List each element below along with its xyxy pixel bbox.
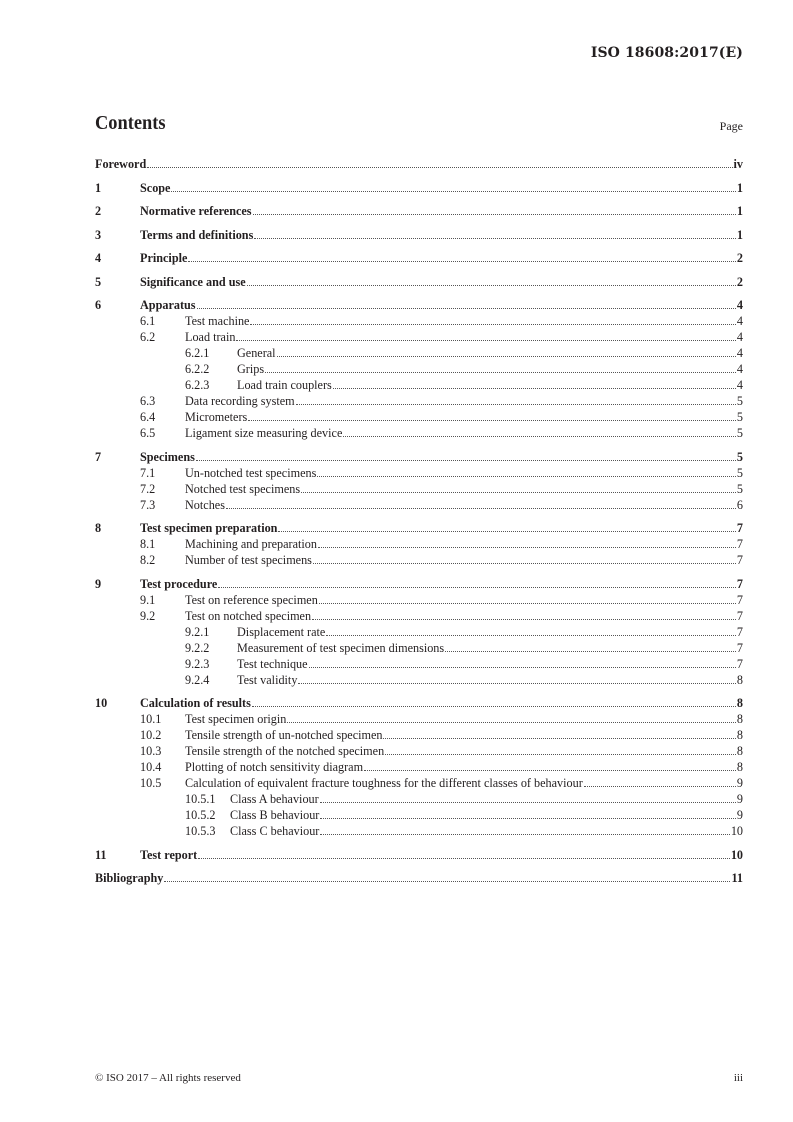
footer-page-number: iii bbox=[733, 1072, 743, 1084]
toc-entry-page[interactable]: 7 bbox=[736, 656, 743, 671]
toc-entry[interactable] bbox=[95, 227, 743, 243]
toc-entry-page[interactable]: 5 bbox=[736, 426, 743, 440]
toc-entry-page[interactable]: 7 bbox=[736, 608, 743, 623]
toc-entry-number: 6.2 bbox=[140, 330, 156, 344]
dot-leader bbox=[343, 436, 736, 437]
toc-entry-page[interactable]: 8 bbox=[736, 712, 743, 726]
toc-entry-number: 10.5.2 bbox=[185, 808, 216, 822]
toc-entry-number: 9 bbox=[95, 576, 102, 591]
dot-leader bbox=[226, 508, 736, 509]
toc-entry-number: 7 bbox=[95, 449, 102, 464]
toc-entry[interactable] bbox=[95, 552, 743, 568]
toc-entry-title[interactable]: Principle bbox=[140, 251, 188, 265]
toc-entry[interactable] bbox=[95, 497, 743, 513]
toc-entry-title[interactable]: Foreword bbox=[95, 157, 147, 171]
toc-entry-number: 9.1 bbox=[140, 592, 156, 607]
toc-entry-title[interactable]: Specimens bbox=[140, 449, 195, 464]
toc-entry-number: 9.2.3 bbox=[185, 656, 210, 671]
dot-leader bbox=[197, 308, 736, 309]
toc-entry-title[interactable]: Test on notched specimen bbox=[185, 608, 312, 623]
toc-entry-page[interactable]: 2 bbox=[736, 274, 743, 289]
toc-entry[interactable] bbox=[95, 156, 743, 172]
toc-entry-title[interactable]: Data recording system bbox=[185, 394, 295, 408]
dot-leader bbox=[319, 603, 736, 604]
dot-leader bbox=[287, 722, 736, 723]
dot-leader bbox=[584, 786, 736, 787]
toc-entry[interactable] bbox=[95, 465, 743, 481]
toc-entry-number: 10.5.1 bbox=[185, 792, 216, 806]
toc-entry-page[interactable]: 5 bbox=[736, 410, 743, 424]
toc-entry[interactable] bbox=[95, 377, 743, 393]
toc-entry[interactable] bbox=[95, 481, 743, 497]
contents-heading: Contents bbox=[95, 112, 166, 134]
toc-entry[interactable] bbox=[95, 180, 743, 196]
dot-leader bbox=[298, 683, 735, 684]
dot-leader bbox=[320, 818, 736, 819]
toc-entry-page[interactable]: 1 bbox=[736, 180, 743, 195]
toc-entry-title[interactable]: Calculation of equivalent fracture toughness for the different classes of behaviour bbox=[185, 776, 583, 790]
toc-entry-title[interactable]: Notched test specimens bbox=[185, 481, 301, 496]
toc-entry-number: 6.2.2 bbox=[185, 362, 210, 376]
toc-entry-number: 6.5 bbox=[140, 426, 156, 440]
toc-entry-number: 3 bbox=[95, 227, 102, 242]
toc-entry-number: 10.5 bbox=[140, 776, 162, 790]
dot-leader bbox=[196, 460, 736, 461]
toc-entry-title[interactable]: Micrometers bbox=[185, 410, 248, 424]
toc-entry-number: 6.2.1 bbox=[185, 346, 210, 360]
dot-leader bbox=[296, 404, 736, 405]
toc-entry[interactable] bbox=[95, 313, 743, 329]
dot-leader bbox=[385, 754, 736, 755]
toc-entry-number: 10.2 bbox=[140, 728, 162, 742]
toc-entry-title[interactable]: Test validity bbox=[237, 672, 298, 687]
toc-entry[interactable] bbox=[95, 823, 743, 839]
toc-entry[interactable] bbox=[95, 640, 743, 656]
toc-entry-title[interactable]: Class A behaviour bbox=[230, 792, 319, 806]
dot-leader bbox=[278, 531, 735, 532]
toc-entry[interactable] bbox=[95, 672, 743, 688]
toc-entry-page[interactable]: 9 bbox=[736, 808, 743, 822]
dot-leader bbox=[236, 340, 735, 341]
toc-entry-title[interactable]: Displacement rate bbox=[237, 624, 326, 639]
toc-entry[interactable] bbox=[95, 791, 743, 807]
toc-entry-title[interactable]: Test on reference specimen bbox=[185, 592, 318, 607]
dot-leader bbox=[313, 563, 736, 564]
toc-entry-title[interactable]: Apparatus bbox=[140, 298, 196, 312]
toc-entry-title[interactable]: General bbox=[237, 346, 276, 360]
dot-leader bbox=[320, 834, 729, 835]
toc-entry-title[interactable]: Un-notched test specimens bbox=[185, 465, 317, 480]
toc-entry-number: 9.2 bbox=[140, 608, 156, 623]
toc-entry-number: 9.2.1 bbox=[185, 624, 210, 639]
toc-entry-title[interactable]: Measurement of test specimen dimensions bbox=[237, 640, 445, 655]
toc-entry-number: 4 bbox=[95, 251, 102, 265]
toc-entry-number: 10.3 bbox=[140, 744, 162, 758]
dot-leader bbox=[445, 651, 736, 652]
toc-entry[interactable] bbox=[95, 695, 743, 711]
dot-leader bbox=[171, 191, 735, 192]
toc-entry-page[interactable]: 7 bbox=[736, 553, 743, 567]
dot-leader bbox=[320, 802, 736, 803]
page-column-label: Page bbox=[719, 119, 743, 133]
toc-entry-page[interactable]: 4 bbox=[736, 330, 743, 344]
toc-entry[interactable] bbox=[95, 345, 743, 361]
toc-entry[interactable] bbox=[95, 520, 743, 536]
toc-entry[interactable] bbox=[95, 297, 743, 313]
toc-entry-page[interactable]: 8 bbox=[736, 744, 743, 758]
toc-entry-page[interactable]: 7 bbox=[736, 624, 743, 639]
toc-entry-page[interactable]: 4 bbox=[736, 362, 743, 376]
dot-leader bbox=[218, 587, 736, 588]
toc-entry-page[interactable]: iv bbox=[733, 157, 743, 171]
toc-entry-title[interactable]: Test technique bbox=[237, 656, 308, 671]
toc-entry-page[interactable]: 4 bbox=[736, 346, 743, 360]
toc-entry[interactable] bbox=[95, 449, 743, 465]
toc-entry-title[interactable]: Notches bbox=[185, 497, 225, 512]
toc-entry-title[interactable]: Tensile strength of the notched specimen bbox=[185, 744, 385, 758]
toc-entry-page[interactable]: 5 bbox=[736, 449, 743, 464]
toc-entry[interactable] bbox=[95, 870, 743, 886]
dot-leader bbox=[318, 547, 736, 548]
toc-entry-page[interactable]: 8 bbox=[736, 696, 743, 710]
toc-entry-page[interactable]: 7 bbox=[736, 521, 743, 535]
toc-entry-page[interactable]: 4 bbox=[736, 298, 743, 312]
dot-leader bbox=[326, 635, 736, 636]
dot-leader bbox=[364, 770, 736, 771]
toc-entry-title[interactable]: Grips bbox=[237, 362, 265, 376]
toc-entry-page[interactable]: 8 bbox=[736, 672, 743, 687]
toc-entry-page[interactable]: 9 bbox=[736, 792, 743, 806]
dot-leader bbox=[164, 881, 730, 882]
toc-entry-number: 7.1 bbox=[140, 465, 156, 480]
toc-entry-page[interactable]: 7 bbox=[736, 537, 743, 551]
dot-leader bbox=[301, 492, 736, 493]
document-id: ISO 18608:2017(E) bbox=[590, 45, 743, 61]
toc-entry[interactable] bbox=[95, 329, 743, 345]
toc-entry-page[interactable]: 4 bbox=[736, 314, 743, 328]
dot-leader bbox=[252, 706, 736, 707]
toc-entry[interactable] bbox=[95, 656, 743, 672]
toc-entry[interactable] bbox=[95, 807, 743, 823]
toc-entry[interactable] bbox=[95, 711, 743, 727]
toc-entry-number: 7.3 bbox=[140, 497, 156, 512]
toc-entry-page[interactable]: 6 bbox=[736, 497, 743, 512]
toc-entry-page[interactable]: 4 bbox=[736, 378, 743, 392]
toc-entry-title[interactable]: Plotting of notch sensitivity diagram bbox=[185, 760, 364, 774]
toc-entry-page[interactable]: 10 bbox=[730, 847, 743, 862]
toc-entry-title[interactable]: Test specimen origin bbox=[185, 712, 287, 726]
toc-entry-page[interactable]: 7 bbox=[736, 592, 743, 607]
toc-entry[interactable] bbox=[95, 608, 743, 624]
dot-leader bbox=[254, 238, 736, 239]
toc-entry[interactable] bbox=[95, 393, 743, 409]
dot-leader bbox=[317, 476, 736, 477]
toc-entry-title[interactable]: Load train couplers bbox=[237, 378, 332, 392]
toc-entry[interactable] bbox=[95, 727, 743, 743]
toc-entry-page[interactable]: 5 bbox=[736, 394, 743, 408]
toc-entry[interactable] bbox=[95, 409, 743, 425]
toc-entry-number: 6.1 bbox=[140, 314, 156, 328]
footer-copyright: © ISO 2017 – All rights reserved bbox=[95, 1072, 241, 1084]
toc-entry-number: 6.2.3 bbox=[185, 378, 210, 392]
dot-leader bbox=[198, 858, 730, 859]
dot-leader bbox=[250, 324, 735, 325]
toc-entry[interactable] bbox=[95, 250, 743, 266]
toc-entry-title[interactable]: Significance and use bbox=[140, 274, 246, 289]
toc-entry-title[interactable]: Calculation of results bbox=[140, 696, 251, 710]
toc-entry-number: 8.1 bbox=[140, 537, 156, 551]
toc-entry-title[interactable]: Test report bbox=[140, 847, 198, 862]
toc-entry[interactable] bbox=[95, 576, 743, 592]
dot-leader bbox=[309, 667, 736, 668]
toc-entry-page[interactable]: 2 bbox=[736, 251, 743, 265]
dot-leader bbox=[188, 261, 736, 262]
toc-entry[interactable] bbox=[95, 743, 743, 759]
toc-entry-number: 8 bbox=[95, 521, 102, 535]
toc-entry-page[interactable]: 5 bbox=[736, 465, 743, 480]
toc-entry-page[interactable]: 7 bbox=[736, 640, 743, 655]
toc-entry[interactable] bbox=[95, 536, 743, 552]
toc-entry-page[interactable]: 8 bbox=[736, 760, 743, 774]
toc-entry-page[interactable]: 10 bbox=[730, 824, 743, 838]
toc-entry-number: 1 bbox=[95, 180, 102, 195]
toc-entry-title[interactable]: Ligament size measuring device bbox=[185, 426, 343, 440]
toc-entry[interactable] bbox=[95, 759, 743, 775]
toc-entry-number: 2 bbox=[95, 204, 102, 218]
toc-entry-number: 10.5.3 bbox=[185, 824, 216, 838]
dot-leader bbox=[277, 356, 736, 357]
table-of-contents bbox=[95, 156, 743, 886]
toc-entry-number: 6.3 bbox=[140, 394, 156, 408]
toc-entry-page[interactable]: 8 bbox=[736, 728, 743, 742]
toc-entry-page[interactable]: 1 bbox=[736, 227, 743, 242]
toc-entry[interactable] bbox=[95, 274, 743, 290]
dot-leader bbox=[312, 619, 736, 620]
toc-entry-title[interactable]: Load train bbox=[185, 330, 236, 344]
dot-leader bbox=[333, 388, 736, 389]
toc-entry-number: 5 bbox=[95, 274, 102, 289]
toc-entry-number: 10 bbox=[95, 696, 108, 710]
toc-entry-page[interactable]: 5 bbox=[736, 481, 743, 496]
toc-entry-number: 6 bbox=[95, 298, 102, 312]
toc-entry[interactable] bbox=[95, 624, 743, 640]
dot-leader bbox=[147, 167, 732, 168]
toc-entry-title[interactable]: Test specimen preparation bbox=[140, 521, 278, 535]
toc-entry-title[interactable]: Test procedure bbox=[140, 576, 218, 591]
dot-leader bbox=[248, 420, 736, 421]
toc-entry-number: 11 bbox=[95, 847, 107, 862]
toc-entry[interactable] bbox=[95, 361, 743, 377]
dot-leader bbox=[265, 372, 736, 373]
toc-entry-number: 10.4 bbox=[140, 760, 162, 774]
toc-entry-title[interactable]: Normative references bbox=[140, 204, 252, 218]
toc-entry-page[interactable]: 1 bbox=[736, 204, 743, 218]
dot-leader bbox=[253, 214, 736, 215]
toc-entry-title[interactable]: Class B behaviour bbox=[230, 808, 320, 822]
toc-entry-title[interactable]: Tensile strength of un-notched specimen bbox=[185, 728, 383, 742]
toc-entry-title[interactable]: Scope bbox=[140, 180, 171, 195]
toc-entry[interactable] bbox=[95, 203, 743, 219]
toc-entry-page[interactable]: 7 bbox=[736, 576, 743, 591]
toc-entry-number: 9.2.4 bbox=[185, 672, 210, 687]
toc-entry-number: 7.2 bbox=[140, 481, 156, 496]
toc-entry-number: 8.2 bbox=[140, 553, 156, 567]
toc-entry-title[interactable]: Terms and definitions bbox=[140, 227, 254, 242]
toc-entry-title[interactable]: Test machine bbox=[185, 314, 250, 328]
toc-entry-title[interactable]: Bibliography bbox=[95, 871, 164, 885]
toc-entry-number: 6.4 bbox=[140, 410, 156, 424]
toc-entry[interactable] bbox=[95, 775, 743, 791]
toc-entry[interactable] bbox=[95, 425, 743, 441]
toc-entry-title[interactable]: Class C behaviour bbox=[230, 824, 320, 838]
toc-entry-page[interactable]: 9 bbox=[736, 776, 743, 790]
toc-entry-page[interactable]: 11 bbox=[731, 871, 743, 885]
toc-entry-title[interactable]: Number of test specimens bbox=[185, 553, 312, 567]
toc-entry-number: 10.1 bbox=[140, 712, 162, 726]
toc-entry-title[interactable]: Machining and preparation bbox=[185, 537, 317, 551]
toc-entry-number: 9.2.2 bbox=[185, 640, 210, 655]
toc-entry[interactable] bbox=[95, 847, 743, 863]
dot-leader bbox=[383, 738, 735, 739]
dot-leader bbox=[247, 285, 736, 286]
toc-entry[interactable] bbox=[95, 592, 743, 608]
